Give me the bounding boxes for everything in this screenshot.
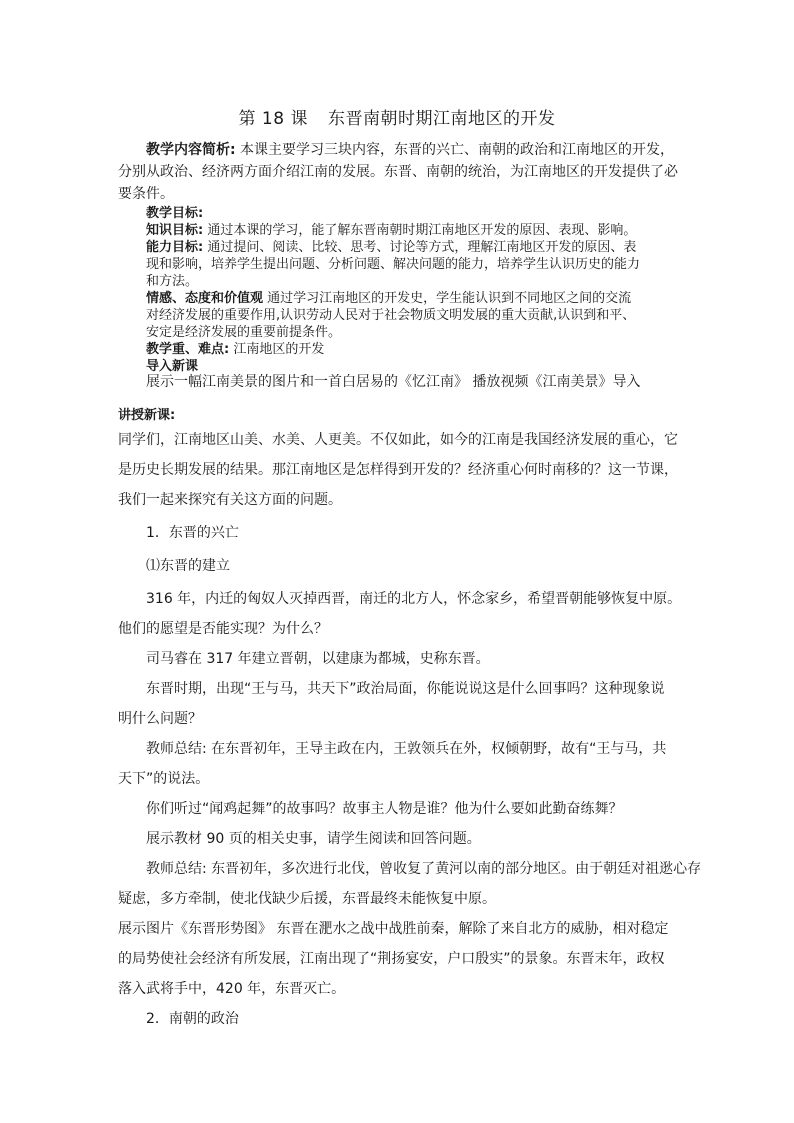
paragraph-line: 展示图片《东晋形势图》 东晋在淝水之战中战胜前秦，解除了来自北方的威胁，相对稳定 xyxy=(118,921,669,937)
emotion-goal-line: 安定是经济发展的重要前提条件。 xyxy=(146,325,342,340)
paragraph-line: 东晋时期，出现“王与马，共天下”政治局面，你能说说这是什么回事吗？这种现象说 xyxy=(146,681,665,697)
content-analysis-line: 要条件。 xyxy=(118,186,174,202)
content-analysis-label: 教学内容简析: xyxy=(146,142,236,158)
lead-in-text: 展示一幅江南美景的图片和一首白居易的《忆江南》 播放视频《江南美景》导入 xyxy=(146,374,641,390)
paragraph-line: 你们听过“闻鸡起舞”的故事吗？故事主人物是谁？他为什么要如此勤奋练舞？ xyxy=(146,801,623,817)
paragraph-line: 展示教材 90 页的相关史事，请学生阅读和回答问题。 xyxy=(146,831,481,847)
content-analysis-line: 分别从政治、经济两方面介绍江南的发展。东晋、南朝的统治，为江南地区的开发提供了必 xyxy=(118,164,678,180)
key-points-text: 江南地区的开发 xyxy=(229,342,325,357)
teaching-goals xyxy=(118,205,678,375)
lecture-body xyxy=(118,425,702,1034)
content-analysis-text: 本课主要学习三块内容，东晋的兴亡、南朝的政治和江南地区的开发， xyxy=(235,142,675,158)
paragraph-line: 316 年，内迁的匈奴人灭掉西晋，南迁的北方人，怀念家乡，希望晋朝能够恢复中原。 xyxy=(146,591,682,607)
paragraph-line: 他们的愿望是否能实现？为什么？ xyxy=(118,621,328,637)
paragraph-line: 的局势使社会经济有所发展，江南出现了“荆扬宴安，户口殷实”的景象。东晋末年，政权 xyxy=(118,951,665,967)
knowledge-goal-text: 通过本课的学习，能了解东晋南朝时期江南地区开发的原因、表现、影响。 xyxy=(203,223,637,238)
lecture-heading: 讲授新课: xyxy=(118,408,176,423)
lesson-topic: 东晋南朝时期江南地区的开发 xyxy=(327,109,556,129)
lesson-title xyxy=(0,104,794,129)
emotion-goal-line: 对经济发展的重要作用,认识劳动人民对于社会物质文明发展的重大贡献,认识到和平、 xyxy=(146,308,636,323)
goals-heading: 教学目标: xyxy=(146,206,204,221)
subsection-heading: ⑴东晋的建立 xyxy=(146,558,230,574)
paragraph-line: 教师总结: 东晋初年，多次进行北伐，曾收复了黄河以南的部分地区。由于朝廷对祖逖心存 xyxy=(146,861,702,877)
paragraph-line: 我们一起来探究有关这方面的问题。 xyxy=(118,492,342,508)
paragraph-line: 教师总结: 在东晋初年，王导主政在内，王敦领兵在外，权倾朝野，故有“王与马，共 xyxy=(146,741,667,757)
paragraph-line: 是历史长期发展的结果。那江南地区是怎样得到开发的？经济重心何时南移的？这一节课， xyxy=(118,462,678,478)
section-heading: 1．东晋的兴亡 xyxy=(146,525,239,541)
ability-goal-label: 能力目标: xyxy=(146,240,204,255)
lesson-number: 第 18 课 xyxy=(238,109,308,129)
knowledge-goal-label: 知识目标: xyxy=(146,223,204,238)
key-points-label: 教学重、难点: xyxy=(146,342,230,357)
ability-goal-line: 和方法。 xyxy=(146,274,199,289)
paragraph-line: 明什么问题？ xyxy=(118,711,202,727)
paragraph-line: 同学们，江南地区山美、水美、人更美。不仅如此，如今的江南是我国经济发展的重心，它 xyxy=(118,432,678,448)
section-heading: 2．南朝的政治 xyxy=(146,1011,239,1027)
content-analysis xyxy=(118,139,678,205)
ability-goal-line: 现和影响，培养学生提出问题、分析问题、解决问题的能力，培养学生认识历史的能力 xyxy=(146,257,641,272)
emotion-goal-text: 通过学习江南地区的开发史，学生能认识到不同地区之间的交流 xyxy=(263,291,632,306)
paragraph-line: 落入武将手中，420 年，东晋灭亡。 xyxy=(118,981,346,997)
ability-goal-text: 通过提问、阅读、比较、思考、讨论等方式，理解江南地区开发的原因、表 xyxy=(203,240,637,255)
emotion-goal-label: 情感、态度和价值观 xyxy=(146,291,264,306)
paragraph-line: 司马睿在 317 年建立晋朝，以建康为都城，史称东晋。 xyxy=(146,651,490,667)
paragraph-line: 疑虑，多方牵制，使北伐缺少后援，东晋最终未能恢复中原。 xyxy=(118,891,496,907)
lead-in-heading: 导入新课 xyxy=(146,359,199,374)
paragraph-line: 天下”的说法。 xyxy=(118,771,210,787)
